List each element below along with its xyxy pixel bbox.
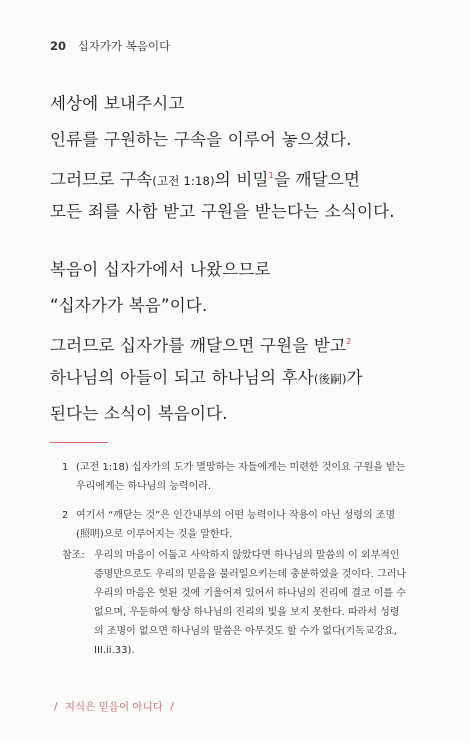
hanja-annotation: (後嗣) [313, 372, 347, 386]
text-line [50, 158, 430, 194]
footer-slash: / [54, 701, 58, 713]
text-span: 의 비밀 [214, 170, 269, 189]
scripture-reference: (고전 1:18) [152, 174, 215, 188]
footnote-2 [62, 506, 407, 544]
text-span: 을 깨달으면 [273, 170, 361, 189]
footnote-1 [62, 458, 407, 496]
note-label: 참조: [62, 550, 85, 561]
footer-slash: / [170, 701, 174, 713]
footnote-number: 1 [62, 462, 69, 473]
running-header [50, 38, 170, 54]
footnote-number: 2 [62, 510, 69, 521]
text-line: “십자가가 복음”이다. [50, 296, 208, 315]
text-line: 인류를 구원하는 구속을 이루어 놓으셨다. [50, 130, 352, 149]
section-title: 십자가가 복음이다 [77, 39, 171, 53]
footnote-text: 여기서 “깨닫는 것”은 인간내부의 어떤 능력이나 작용이 아닌 성령의 조명(照明)으로 이루어지는 것을 말한다. [76, 510, 396, 540]
text-line: 된다는 소식이 복음이다. [50, 404, 228, 423]
text-span: 하나님의 아들이 되고 하나님의 후사 [50, 368, 314, 387]
footnote-divider [50, 442, 108, 443]
book-footer [50, 699, 178, 714]
text-line [50, 324, 430, 360]
text-line: 세상에 보내주시고 [50, 94, 185, 113]
paragraph-gap [50, 230, 430, 252]
text-span: 그러므로 구속 [50, 170, 153, 189]
text-line [50, 360, 430, 396]
reference-note [62, 546, 407, 660]
text-line: 복음이 십자가에서 나왔으므로 [50, 260, 271, 279]
text-span: 가 [346, 368, 363, 387]
footnote-ref-2[interactable]: 2 [346, 337, 352, 346]
text-line: 모든 죄를 사함 받고 구원을 받는다는 소식이다. [50, 202, 395, 221]
main-text [50, 86, 430, 432]
footnote-text: (고전 1:18) 십자가의 도가 멸망하는 자들에게는 미련한 것이요 구원을 받는 우리에게는 하나님의 능력이라. [76, 462, 406, 492]
footnote-ref-1[interactable]: 1 [268, 171, 274, 180]
page-number: 20 [50, 39, 67, 53]
book-title: 지식은 믿음이 아니다 [64, 701, 163, 713]
footnotes [62, 458, 407, 660]
text-span: 그러므로 십자가를 깨달으면 구원을 받고 [50, 336, 347, 355]
note-text: 우리의 마음이 어둡고 사악하지 않았다면 하나님의 말씀의 이 외부적인 증명만으로도 우리의 믿음을 불러일으키는데 충분하였을 것이다. 그러나 우리의 마음은 헛된 것에 기울어져 있어서 하나님의 진리에 결코 이를 수 없으며, 우둔하여 항상 하나님의 진리의 빛을 보지 못한다. 따라서 성령의 조명이 없으면 하나님의 말씀은 아무것도 할 수가 없다(기독교강요, III.ii.33). [94, 550, 407, 656]
